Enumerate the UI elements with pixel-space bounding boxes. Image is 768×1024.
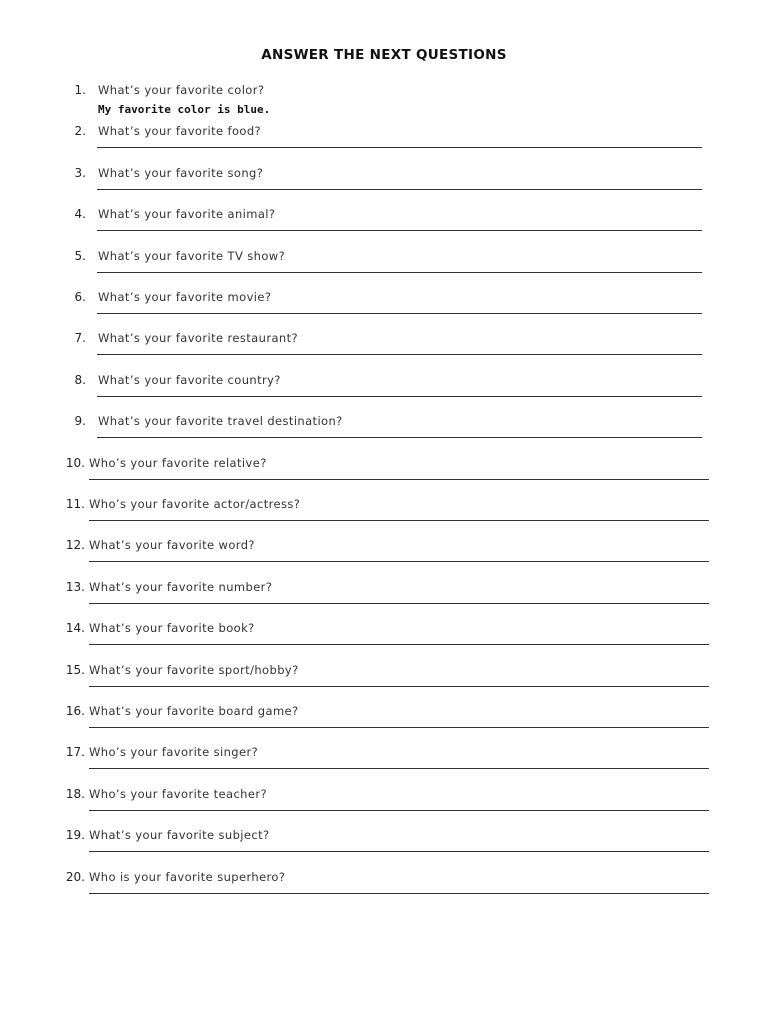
- question-text: What’s your favorite TV show?: [98, 249, 286, 263]
- answer-line[interactable]: [89, 851, 709, 852]
- question-text: Who’s your favorite actor/actress?: [89, 497, 301, 511]
- answer-text: My favorite color is blue.: [98, 103, 271, 116]
- question-text: What’s your favorite number?: [89, 580, 273, 594]
- question-item: [0, 744, 768, 785]
- question-item: [0, 248, 768, 289]
- answer-line[interactable]: [97, 437, 702, 438]
- worksheet-title: ANSWER THE NEXT QUESTIONS: [261, 47, 507, 63]
- answer-line[interactable]: [89, 810, 709, 811]
- question-item: [0, 289, 768, 330]
- question-item: [0, 82, 768, 123]
- question-number: 9.: [74, 414, 86, 428]
- answer-line[interactable]: [97, 313, 702, 314]
- question-text: What’s your favorite food?: [98, 124, 262, 138]
- question-number: 10.: [65, 456, 85, 470]
- question-text: Who’s your favorite relative?: [89, 456, 267, 470]
- question-text: What’s your favorite word?: [89, 538, 255, 552]
- question-text: What’s your favorite song?: [98, 166, 264, 180]
- question-number: 16.: [65, 704, 85, 718]
- question-text: Who is your favorite superhero?: [89, 870, 286, 884]
- question-number: 19.: [65, 828, 85, 842]
- answer-line[interactable]: [97, 189, 702, 190]
- question-number: 2.: [74, 124, 86, 138]
- answer-line[interactable]: [97, 396, 702, 397]
- question-item: [0, 206, 768, 247]
- question-item: [0, 537, 768, 578]
- question-number: 12.: [65, 538, 85, 552]
- question-text: What’s your favorite board game?: [89, 704, 299, 718]
- question-text: What’s your favorite book?: [89, 621, 255, 635]
- answer-line[interactable]: [89, 768, 709, 769]
- question-text: What’s your favorite subject?: [89, 828, 270, 842]
- answer-line[interactable]: [97, 147, 702, 148]
- question-item: [0, 455, 768, 496]
- answer-line[interactable]: [89, 520, 709, 521]
- question-number: 11.: [65, 497, 85, 511]
- answer-line[interactable]: [97, 272, 702, 273]
- question-item: [0, 620, 768, 661]
- question-text: Who’s your favorite teacher?: [89, 787, 267, 801]
- question-number: 13.: [65, 580, 85, 594]
- answer-line[interactable]: [89, 893, 709, 894]
- question-item: [0, 703, 768, 744]
- question-item: [0, 165, 768, 206]
- question-item: [0, 123, 768, 164]
- answer-line[interactable]: [89, 479, 709, 480]
- answer-line[interactable]: [89, 686, 709, 687]
- answer-line[interactable]: [97, 230, 702, 231]
- question-text: What’s your favorite sport/hobby?: [89, 663, 299, 677]
- question-number: 7.: [74, 331, 86, 345]
- question-text: What’s your favorite animal?: [98, 207, 276, 221]
- question-text: What’s your favorite restaurant?: [98, 331, 298, 345]
- question-item: [0, 662, 768, 703]
- question-number: 17.: [65, 745, 85, 759]
- question-number: 18.: [65, 787, 85, 801]
- question-item: [0, 579, 768, 620]
- question-text: What’s your favorite movie?: [98, 290, 272, 304]
- question-text: What’s your favorite country?: [98, 373, 281, 387]
- question-item: [0, 372, 768, 413]
- question-item: [0, 869, 768, 910]
- answer-line[interactable]: [89, 644, 709, 645]
- question-number: 1.: [74, 83, 86, 97]
- answer-line[interactable]: [97, 354, 702, 355]
- question-item: [0, 330, 768, 371]
- question-item: [0, 496, 768, 537]
- question-number: 5.: [74, 249, 86, 263]
- question-number: 3.: [74, 166, 86, 180]
- question-number: 15.: [65, 663, 85, 677]
- question-number: 14.: [65, 621, 85, 635]
- question-number: 4.: [74, 207, 86, 221]
- question-text: Who’s your favorite singer?: [89, 745, 259, 759]
- question-number: 20.: [65, 870, 85, 884]
- question-text: What’s your favorite travel destination?: [98, 414, 343, 428]
- answer-line[interactable]: [89, 561, 709, 562]
- answer-line[interactable]: [89, 727, 709, 728]
- question-number: 8.: [74, 373, 86, 387]
- question-item: [0, 786, 768, 827]
- question-item: [0, 413, 768, 454]
- question-text: What’s your favorite color?: [98, 83, 265, 97]
- question-item: [0, 827, 768, 868]
- answer-line[interactable]: [89, 603, 709, 604]
- question-number: 6.: [74, 290, 86, 304]
